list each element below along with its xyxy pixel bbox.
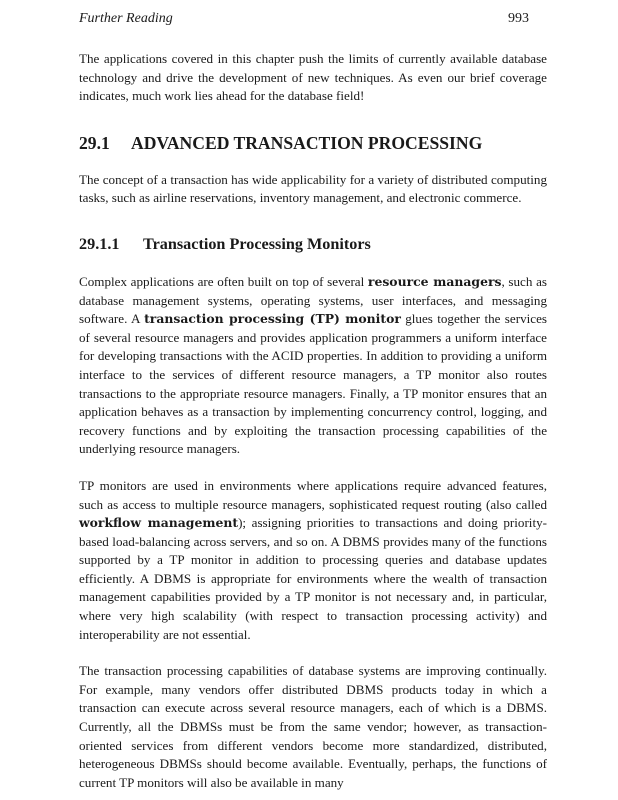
intro-paragraph: The applications covered in this chapter push the limits of currently available database technology and drive the development of new techniques. As even our brief coverage indicates, much work lies ahead for the database field! xyxy=(79,51,547,104)
p2-text-a: TP monitors are used in environments where applications require advanced features, such as access to multiple resource managers, sophisticated request routing (also called xyxy=(79,477,547,512)
running-head: Further Reading xyxy=(79,11,173,26)
p1-text-a: Complex applications are often built on top of several xyxy=(79,273,368,289)
section-number: 29.1 xyxy=(79,132,110,153)
page-header xyxy=(79,11,529,31)
paragraph-resource-managers xyxy=(79,273,547,459)
subsection-heading xyxy=(79,234,547,254)
paragraph-dbms-capabilities: The transaction processing capabilities of database systems are improving continually. For example, many vendors offer distributed DBMS products today in which a transaction can execute across several resource managers, each of which is a DBMS. Currently, all the DBMSs must be from the same vendor; however, as transaction-oriented services from different vendors become more standardized, distributed, heterogeneous DBMSs should become available. Eventually, perhaps, the functions of current TP monitors will also be available in many xyxy=(79,663,547,790)
p1-text-b: , such as database management systems, operating systems, user interfaces, and messaging software. A xyxy=(79,273,547,327)
section-heading xyxy=(79,132,547,154)
page-number: 993 xyxy=(508,11,529,26)
subsection-number: 29.1.1 xyxy=(79,234,120,253)
section-title: ADVANCED TRANSACTION PROCESSING xyxy=(131,132,483,153)
section-intro-paragraph: The concept of a transaction has wide applicability for a variety of distributed computing tasks, such as airline reservations, inventory management, and electronic commerce. xyxy=(79,171,547,206)
page-body xyxy=(79,50,547,792)
paragraph-tp-monitor-usage xyxy=(79,477,547,644)
p2-text-b: ); assigning priorities to transactions and doing priority-based load-balancing across servers, and so on. A DBMS provides many of the functions supported by a TP monitor in addition to processing queries and database updates efficiently. A DBMS is appropriate for environments where the wealth of transaction management capabilities provided by a TP monitor is not necessary and, in particular, where very high scalability (with respect to transaction processing activity) and interoperability are not essential. xyxy=(79,515,547,642)
term-tp-monitor: transaction processing (TP) monitor xyxy=(144,311,401,327)
term-resource-managers: resource managers xyxy=(367,273,502,289)
subsection-title: Transaction Processing Monitors xyxy=(143,234,371,253)
p1-text-c: glues together the services of several resource managers and provides application programmers a uniform interface for developing transactions with the ACID properties. In addition to providing a uniform interface to the services of different resource managers, a TP monitor also routes transactions to the appropriate resource managers. Finally, a TP monitor ensures that an application behaves as a transaction by implementing concurrency control, logging, and recovery functions and by exploiting the transaction processing capabilities of the underlying resource managers. xyxy=(79,311,547,457)
term-workflow-management: workflow management xyxy=(79,515,239,531)
